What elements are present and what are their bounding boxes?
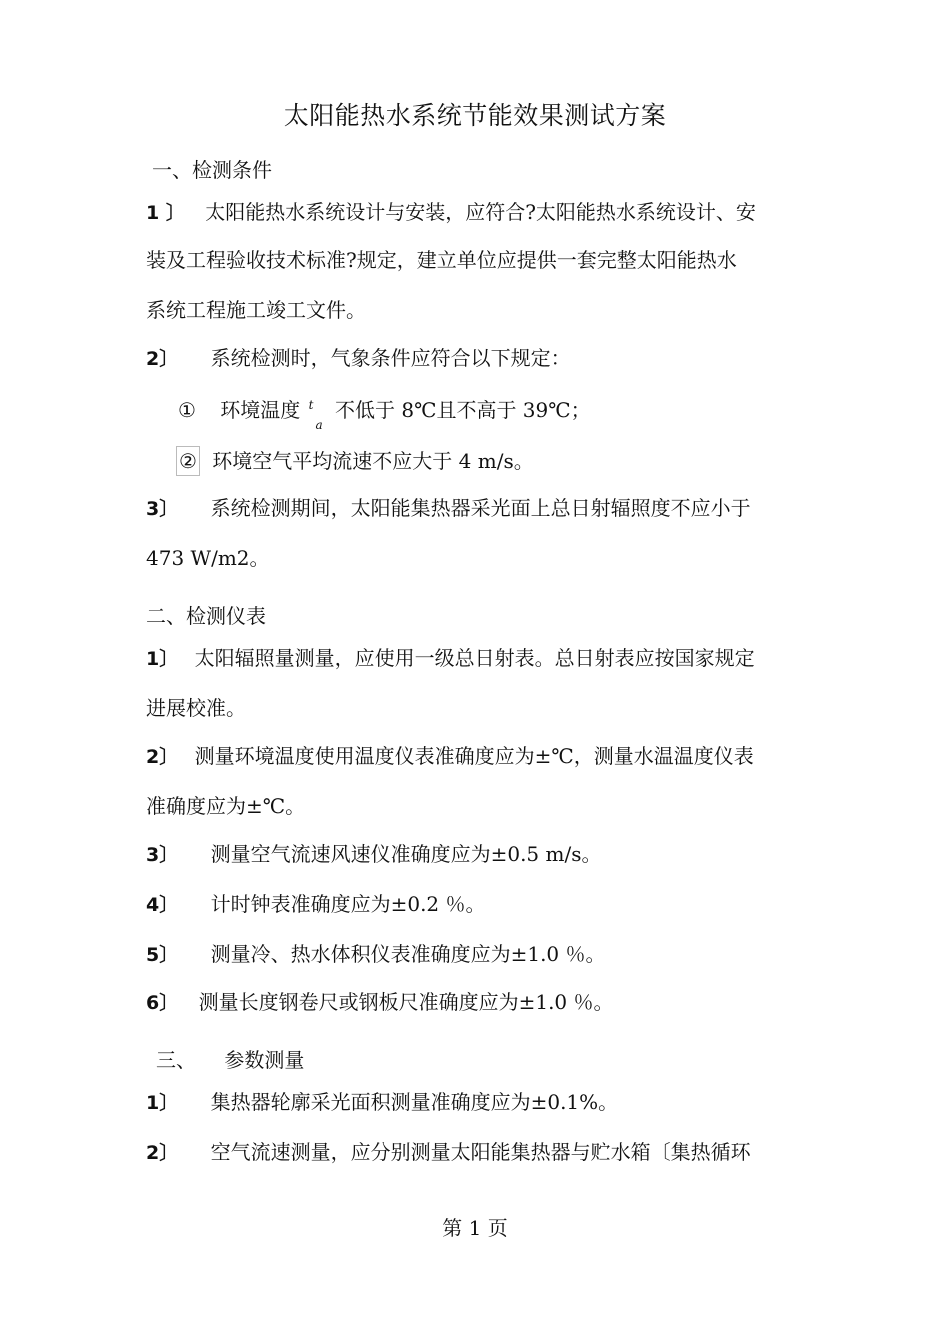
item-2-6 [146,988,614,1017]
condition-1 [178,396,591,439]
item-text: 计时钟表准确度应为±0.2 ％。 [210,892,486,916]
item-number: 1〕 [146,1092,179,1114]
circled-number-2: ② [176,446,200,476]
item-text: 测量冷、热水体积仪表准确度应为±1.0 ％。 [210,942,606,966]
item-1-1-line-1 [146,198,756,227]
condition-2 [176,446,534,476]
item-text: 集热器轮廓采光面积测量准确度应为±0.1%。 [210,1090,619,1114]
item-2-3 [146,840,601,869]
item-2-1-line-2: 进展校准。 [146,696,246,720]
item-number: 2〕 [146,348,179,370]
condition-text-a: 环境温度 [220,398,301,422]
item-number: 6〕 [146,992,179,1014]
section-heading-1: 一、检测条件 [152,158,272,182]
item-text: 系统检测期间，太阳能集热器采光面上总日射辐照度不应小于 [210,496,751,520]
item-text: 空气流速测量，应分别测量太阳能集热器与贮水箱〔集热循环 [210,1140,751,1164]
circled-number-1: ① [178,398,196,422]
item-1-2 [146,344,571,373]
item-number: 1 〕 [146,202,185,224]
document-title: 太阳能热水系统节能效果测试方案 [283,101,667,130]
item-2-2-line-2: 准确度应为±℃。 [146,794,306,818]
condition-text-b: 不低于 8℃且不高于 39℃； [335,398,591,422]
page-number: 第 1 页 [442,1216,508,1240]
item-1-3-line-2: 473 W/m2。 [146,546,270,570]
item-2-1-line-1 [146,644,755,673]
item-2-2-line-1 [146,742,754,771]
item-number: 2〕 [146,746,179,768]
condition-text: 环境空气平均流速不应大于 4 m/s。 [212,449,534,473]
temperature-symbol: t [308,398,314,412]
section-number: 三、 [156,1048,196,1072]
item-text: 太阳能热水系统设计与安装，应符合?太阳能热水系统设计、安 [205,200,756,224]
section-title: 参数测量 [224,1048,305,1072]
item-number: 1〕 [146,648,179,670]
item-text: 测量环境温度使用温度仪表准确度应为±℃，测量水温温度仪表 [194,744,754,768]
item-1-3-line-1 [146,494,751,523]
item-1-1-line-2: 装及工程验收技术标准?规定，建立单位应提供一套完整太阳能热水 [146,248,737,272]
item-text: 系统检测时，气象条件应符合以下规定： [210,346,571,370]
section-heading-3 [156,1046,304,1074]
item-text: 太阳辐照量测量，应使用一级总日射表。总日射表应按国家规定 [194,646,755,670]
item-number: 3〕 [146,844,179,866]
item-text: 测量长度钢卷尺或钢板尺准确度应为±1.0 ％。 [198,990,614,1014]
item-number: 3〕 [146,498,179,520]
item-2-4 [146,890,486,919]
item-number: 4〕 [146,894,179,916]
item-3-1 [146,1088,618,1117]
item-1-1-line-3: 系统工程施工竣工文件。 [146,298,366,322]
item-number: 5〕 [146,944,179,966]
section-heading-2: 二、检测仪表 [146,604,266,628]
item-2-5 [146,940,606,969]
item-text: 测量空气流速风速仪准确度应为±0.5 m/s。 [210,842,602,866]
item-number: 2〕 [146,1142,179,1164]
temperature-symbol-subscript: a [315,418,323,432]
item-3-2 [146,1138,751,1167]
